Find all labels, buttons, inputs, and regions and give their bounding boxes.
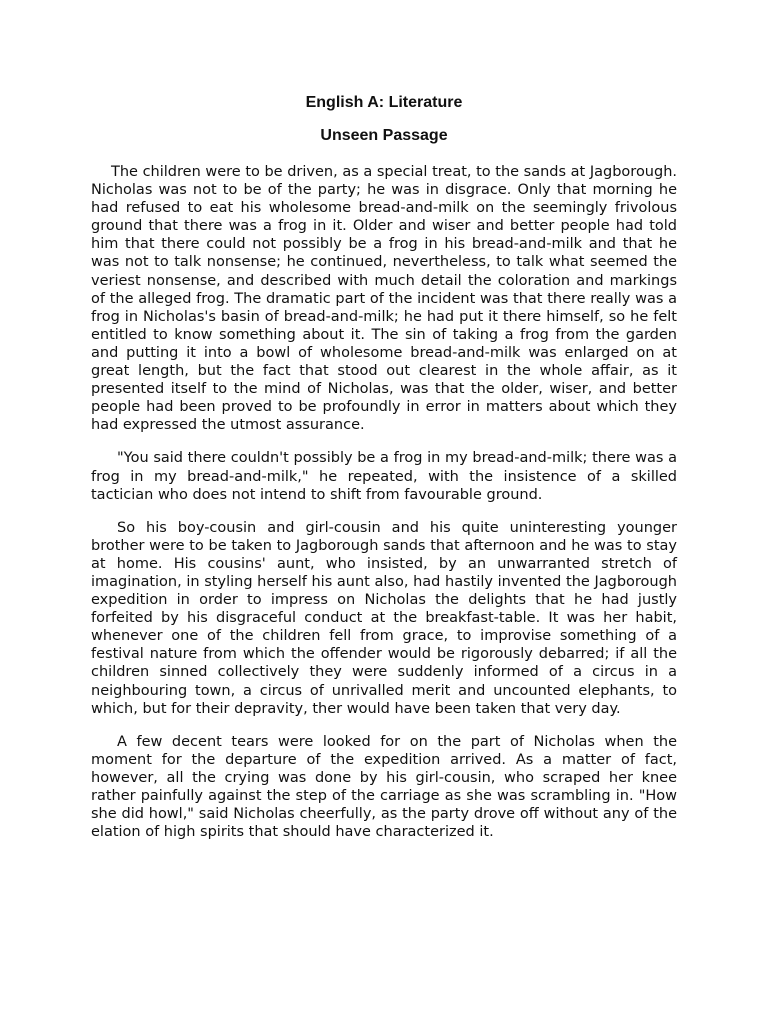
paragraph-2: "You said there couldn't possibly be a frog in my bread-and-milk; there was a frog in my bread-and-milk," he repeated, with the insistence of a skilled tactician who does not intend to shift from favourable ground. [91, 450, 677, 503]
paragraph-4: A few decent tears were looked for on the part of Nicholas when the moment for the departure of the expedition arrived. As a matter of fact, however, all the crying was done by his girl-cousin, who scraped her knee rather painfully against the step of the carriage as she was scrambling in. "How she did howl," said Nicholas cheerfully, as the party drove off without any of the elation of high spirits that should have characterized it. [91, 733, 677, 841]
document-title: English A: Literature [305, 94, 463, 111]
document-subtitle: Unseen Passage [320, 127, 448, 144]
passage-body [91, 163, 677, 856]
paragraph-1: The children were to be driven, as a special treat, to the sands at Jagborough. Nicholas was not to be of the party; he was in disgrace. Only that morning he had refused to eat his wholesome bread-and-milk on the seemingly frivolous ground that there was a frog in it. Older and wiser and better people had told him that there could not possibly be a frog in his bread-and-milk and that he was not to talk nonsense; he continued, nevertheless, to talk what seemed the veriest nonsense, and described with much detail the coloration and markings of the alleged frog. The dramatic part of the incident was that there really was a frog in Nicholas's basin of bread-and-milk; he had put it there himself, so he felt entitled to know something about it. The sin of taking a frog from the garden and putting it into a bowl of wholesome bread-and-milk was enlarged on at great length, but the fact that stood out clearest in the whole affair, as it presented itself to the mind of Nicholas, was that the older, wiser, and better people had been proved to be profoundly in error in matters about which they had expressed the utmost assurance. [91, 164, 678, 434]
paragraph-3: So his boy-cousin and girl-cousin and his quite uninteresting younger brother were to be taken to Jagborough sands that afternoon and he was to stay at home. His cousins' aunt, who insisted, by an unwarranted stretch of imagination, in styling herself his aunt also, had hastily invented the Jagborough expedition in order to impress on Nicholas the delights that he had justly forfeited by his disgraceful conduct at the breakfast-table. It was her habit, whenever one of the children fell from grace, to improvise something of a festival nature from which the offender would be rigorously debarred; if all the children sinned collectively they were suddenly informed of a circus in a neighbouring town, a circus of unrivalled merit and uncounted elephants, to which, but for their depravity, ther would have been taken that very day. [91, 519, 677, 717]
